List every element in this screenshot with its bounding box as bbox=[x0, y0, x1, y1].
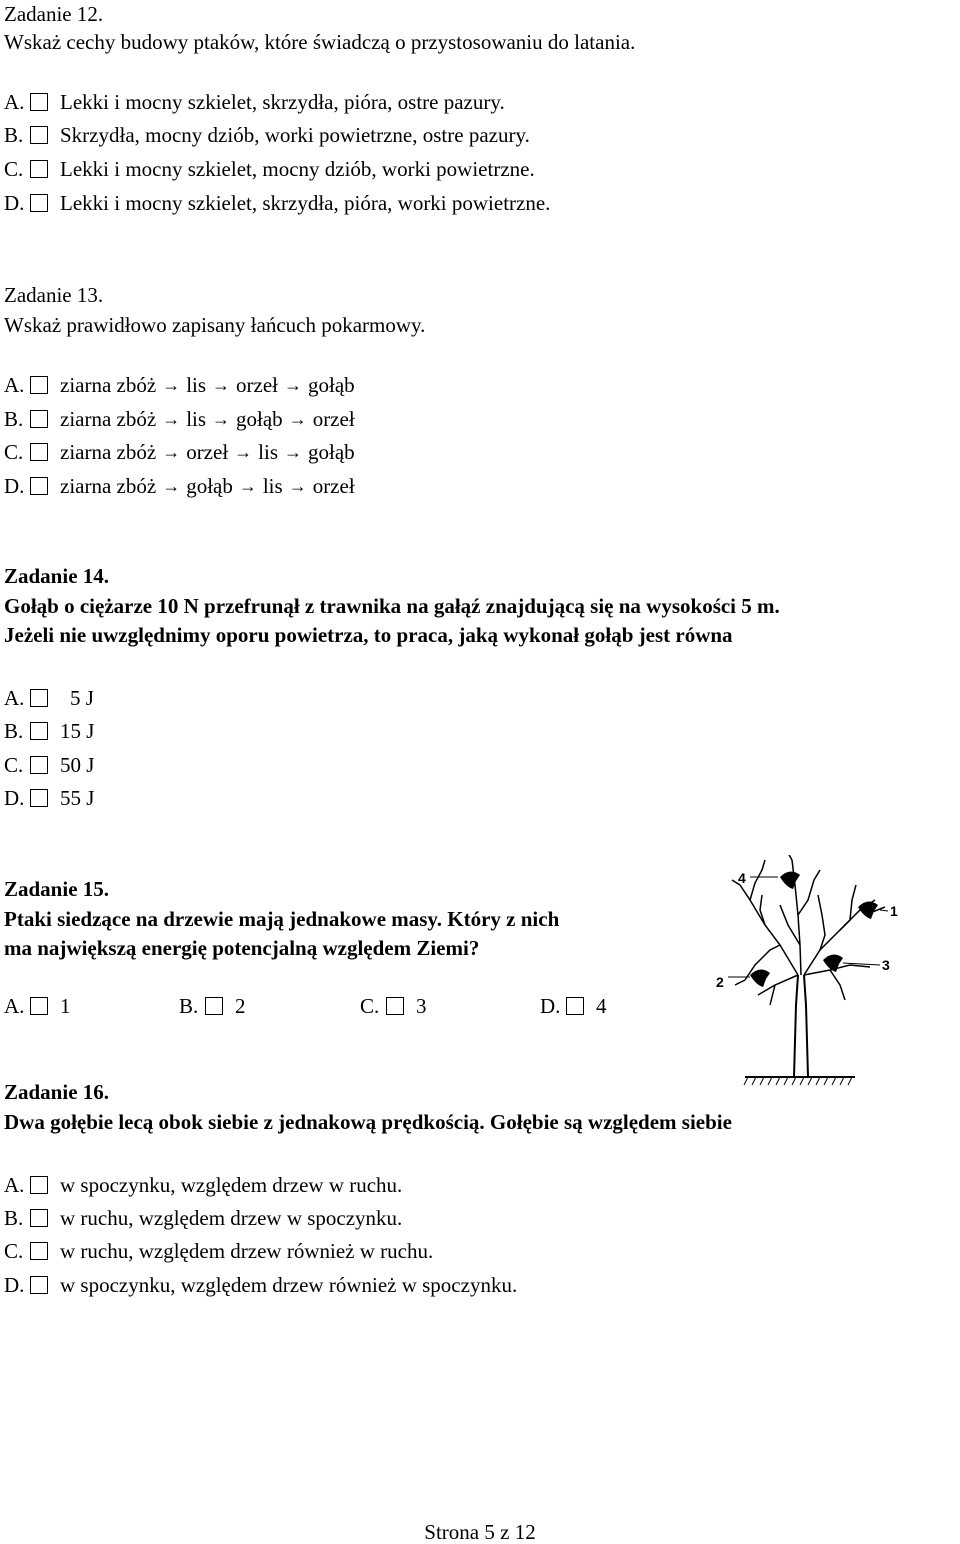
option-letter: C. bbox=[4, 157, 24, 181]
checkbox[interactable] bbox=[30, 1209, 48, 1227]
arrow-right-icon: → bbox=[238, 476, 257, 496]
task-14-option-b[interactable] bbox=[4, 719, 94, 743]
chain-item: gołąb bbox=[308, 373, 355, 397]
arrow-right-icon: → bbox=[288, 476, 307, 496]
checkbox[interactable] bbox=[30, 160, 48, 178]
bird-3-icon bbox=[823, 954, 843, 972]
tree-with-birds-figure bbox=[710, 855, 910, 1090]
option-letter: D. bbox=[540, 994, 561, 1018]
option-letter: A. bbox=[4, 373, 25, 397]
figure-label-3: 3 bbox=[882, 957, 890, 973]
task-12-question: Wskaż cechy budowy ptaków, które świadczą o przystosowaniu do latania. bbox=[4, 30, 636, 54]
chain-item: ziarna zbóż bbox=[60, 440, 157, 464]
arrow-right-icon: → bbox=[234, 442, 253, 462]
task-14-option-a[interactable] bbox=[4, 686, 94, 710]
task-14-option-c[interactable] bbox=[4, 753, 94, 777]
task-12-option-a[interactable] bbox=[4, 90, 505, 114]
task-15-option-b[interactable] bbox=[179, 994, 246, 1018]
arrow-right-icon: → bbox=[288, 409, 307, 429]
checkbox[interactable] bbox=[30, 477, 48, 495]
option-text: Lekki i mocny szkielet, mocny dziób, worki powietrzne. bbox=[60, 157, 535, 181]
task-14-option-d[interactable] bbox=[4, 786, 94, 810]
bird-2-icon bbox=[750, 969, 770, 987]
option-letter: D. bbox=[4, 786, 25, 810]
checkbox[interactable] bbox=[30, 689, 48, 707]
checkbox[interactable] bbox=[30, 1276, 48, 1294]
arrow-right-icon: → bbox=[284, 375, 303, 395]
task-15-option-d[interactable] bbox=[540, 994, 607, 1018]
option-text: 55 J bbox=[60, 786, 95, 810]
option-letter: D. bbox=[4, 191, 25, 215]
checkbox[interactable] bbox=[30, 756, 48, 774]
arrow-right-icon: → bbox=[162, 375, 181, 395]
task-15-option-a[interactable] bbox=[4, 994, 71, 1018]
option-letter: C. bbox=[4, 753, 24, 777]
task-12-title: Zadanie 12. bbox=[4, 2, 104, 26]
task-13-question: Wskaż prawidłowo zapisany łańcuch pokarmowy. bbox=[4, 313, 426, 337]
chain-item: ziarna zbóż bbox=[60, 373, 157, 397]
task-16-option-b[interactable] bbox=[4, 1206, 402, 1230]
chain-item: gołąb bbox=[186, 474, 233, 498]
chain-item: orzeł bbox=[186, 440, 229, 464]
option-text: w ruchu, względem drzew również w ruchu. bbox=[60, 1239, 434, 1263]
bird-4-icon bbox=[780, 871, 800, 889]
task-14-title: Zadanie 14. bbox=[4, 564, 110, 588]
task-15-question-line1: Ptaki siedzące na drzewie mają jednakowe masy. Który z nich bbox=[4, 907, 560, 931]
arrow-right-icon: → bbox=[162, 442, 181, 462]
task-16-question: Dwa gołębie lecą obok siebie z jednakową prędkością. Gołębie są względem siebie bbox=[4, 1110, 732, 1134]
chain-item: orzeł bbox=[312, 407, 355, 431]
task-13-option-b[interactable] bbox=[4, 407, 355, 431]
task-15-question-line2: ma największą energię potencjalną względem Ziemi? bbox=[4, 936, 480, 960]
chain-item: lis bbox=[262, 474, 283, 498]
figure-label-4: 4 bbox=[738, 870, 746, 886]
task-13-option-d[interactable] bbox=[4, 474, 355, 498]
figure-label-1: 1 bbox=[890, 903, 898, 919]
chain-item: gołąb bbox=[236, 407, 283, 431]
task-13-option-c[interactable] bbox=[4, 440, 355, 464]
checkbox[interactable] bbox=[30, 443, 48, 461]
option-text: Skrzydła, mocny dziób, worki powietrzne, ostre pazury. bbox=[60, 123, 530, 147]
task-15-title: Zadanie 15. bbox=[4, 877, 110, 901]
checkbox[interactable] bbox=[30, 93, 48, 111]
chain-item: ziarna zbóż bbox=[60, 407, 157, 431]
option-letter: A. bbox=[4, 90, 25, 114]
chain-item: orzeł bbox=[236, 373, 279, 397]
checkbox[interactable] bbox=[205, 997, 223, 1015]
arrow-right-icon: → bbox=[212, 375, 231, 395]
task-16-option-c[interactable] bbox=[4, 1239, 433, 1263]
checkbox[interactable] bbox=[30, 722, 48, 740]
chain-item: orzeł bbox=[312, 474, 355, 498]
task-12-option-d[interactable] bbox=[4, 191, 550, 215]
option-text: Lekki i mocny szkielet, skrzydła, pióra, ostre pazury. bbox=[60, 90, 505, 114]
option-letter: B. bbox=[179, 994, 199, 1018]
option-text: w ruchu, względem drzew w spoczynku. bbox=[60, 1206, 403, 1230]
checkbox[interactable] bbox=[30, 194, 48, 212]
option-letter: D. bbox=[4, 474, 25, 498]
checkbox[interactable] bbox=[386, 997, 404, 1015]
task-14-question-line1: Gołąb o ciężarze 10 N przefrunął z trawnika na gałąź znajdującą się na wysokości 5 m. bbox=[4, 594, 780, 618]
checkbox[interactable] bbox=[30, 789, 48, 807]
task-12-option-b[interactable] bbox=[4, 123, 530, 147]
chain-item: lis bbox=[186, 373, 207, 397]
page-number: Strona 5 z 12 bbox=[424, 1520, 536, 1544]
option-text: 1 bbox=[60, 994, 71, 1018]
option-text: 15 J bbox=[60, 719, 95, 743]
task-16-title: Zadanie 16. bbox=[4, 1080, 110, 1104]
task-15-option-c[interactable] bbox=[360, 994, 427, 1018]
option-letter: B. bbox=[4, 123, 24, 147]
option-letter: C. bbox=[4, 440, 24, 464]
option-letter: D. bbox=[4, 1273, 25, 1297]
option-letter: B. bbox=[4, 1206, 24, 1230]
option-text: 2 bbox=[235, 994, 246, 1018]
option-letter: C. bbox=[360, 994, 380, 1018]
arrow-right-icon: → bbox=[212, 409, 231, 429]
task-16-option-a[interactable] bbox=[4, 1173, 402, 1197]
figure-label-2: 2 bbox=[716, 974, 724, 990]
option-text: 4 bbox=[596, 994, 607, 1018]
checkbox[interactable] bbox=[566, 997, 584, 1015]
task-12-option-c[interactable] bbox=[4, 157, 535, 181]
arrow-right-icon: → bbox=[284, 442, 303, 462]
option-letter: B. bbox=[4, 407, 24, 431]
option-letter: A. bbox=[4, 994, 25, 1018]
option-text: Lekki i mocny szkielet, skrzydła, pióra, worki powietrzne. bbox=[60, 191, 551, 215]
chain-item: lis bbox=[186, 407, 207, 431]
option-letter: A. bbox=[4, 686, 25, 710]
task-14-question-line2: Jeżeli nie uwzględnimy oporu powietrza, to praca, jaką wykonał gołąb jest równa bbox=[4, 623, 733, 647]
checkbox[interactable] bbox=[30, 126, 48, 144]
option-letter: A. bbox=[4, 1173, 25, 1197]
task-13-option-a[interactable] bbox=[4, 373, 355, 397]
chain-item: gołąb bbox=[308, 440, 355, 464]
option-text: 50 J bbox=[60, 753, 95, 777]
checkbox[interactable] bbox=[30, 997, 48, 1015]
arrow-right-icon: → bbox=[162, 409, 181, 429]
checkbox[interactable] bbox=[30, 1242, 48, 1260]
chain-item: lis bbox=[258, 440, 279, 464]
option-text: 5 J bbox=[70, 686, 94, 710]
chain-item: ziarna zbóż bbox=[60, 474, 157, 498]
checkbox[interactable] bbox=[30, 376, 48, 394]
arrow-right-icon: → bbox=[162, 476, 181, 496]
option-text: w spoczynku, względem drzew również w spoczynku. bbox=[60, 1273, 518, 1297]
option-letter: B. bbox=[4, 719, 24, 743]
task-16-option-d[interactable] bbox=[4, 1273, 517, 1297]
option-text: 3 bbox=[416, 994, 427, 1018]
option-text: w spoczynku, względem drzew w ruchu. bbox=[60, 1173, 403, 1197]
checkbox[interactable] bbox=[30, 410, 48, 428]
checkbox[interactable] bbox=[30, 1176, 48, 1194]
option-letter: C. bbox=[4, 1239, 24, 1263]
task-13-title: Zadanie 13. bbox=[4, 283, 104, 307]
